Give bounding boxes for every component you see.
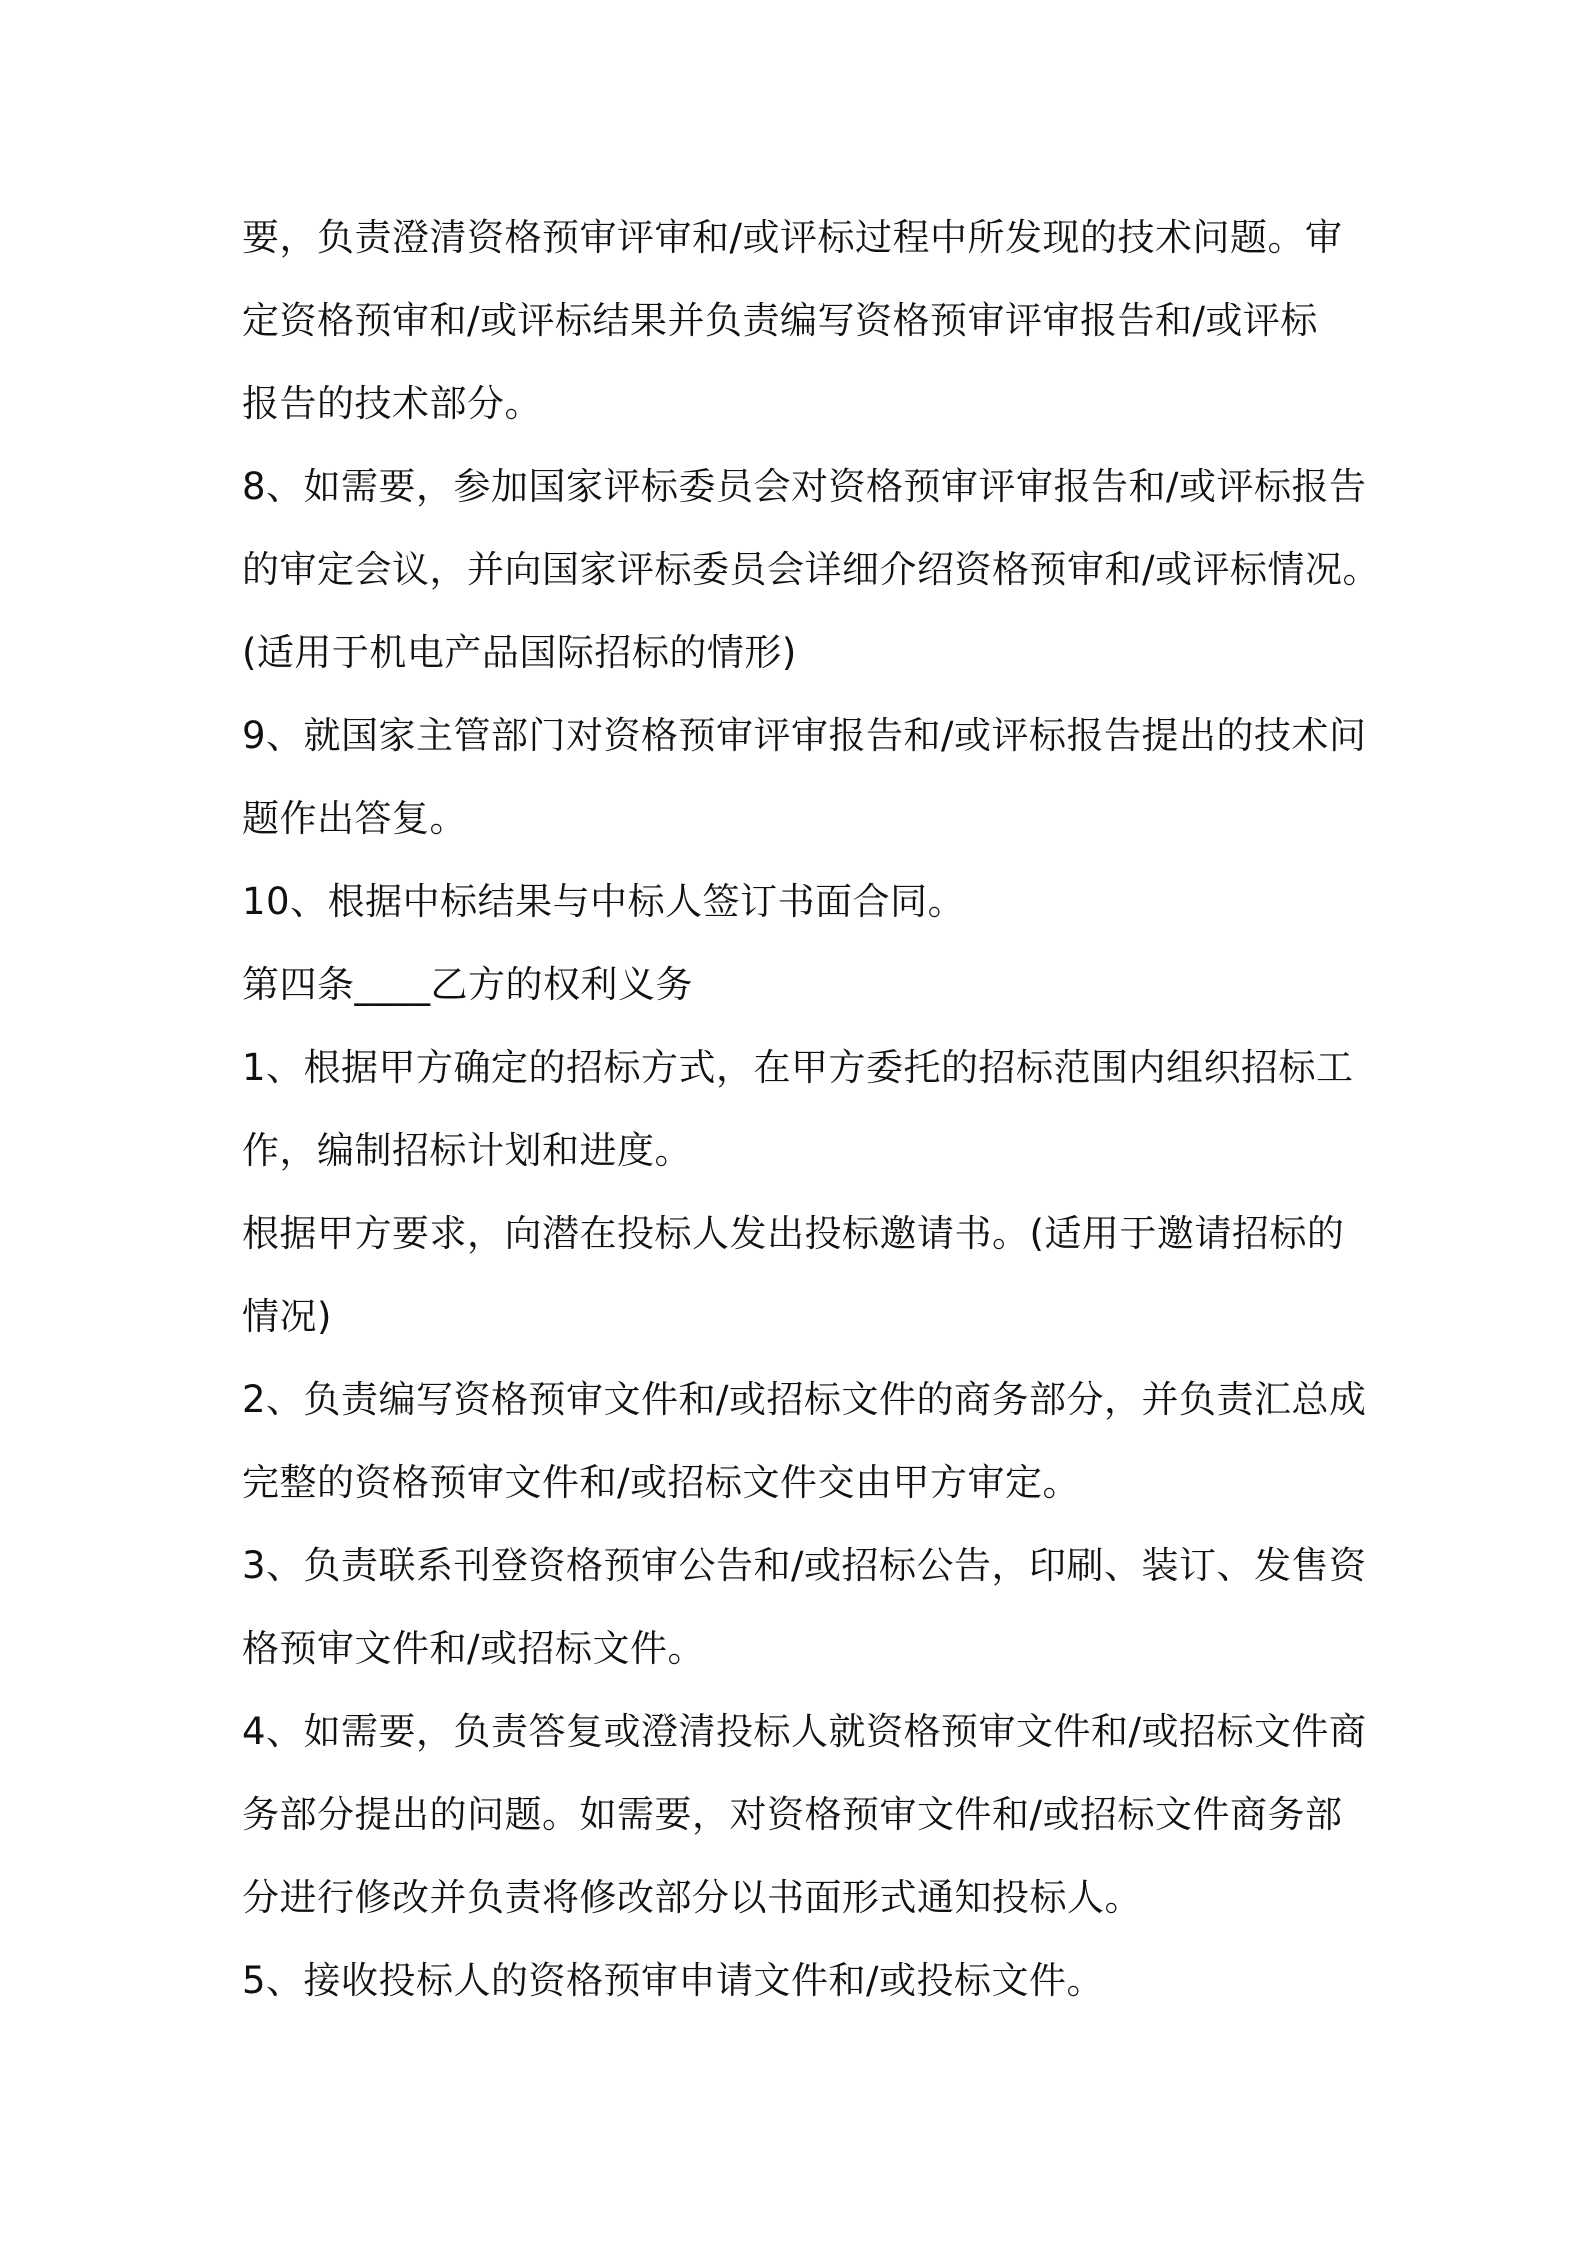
text-line: 根据甲方要求，向潜在投标人发出投标邀请书。(适用于邀请招标的 [242,1212,1345,1255]
text-line: 格预审文件和/或招标文件。 [242,1627,705,1670]
text-line: 完整的资格预审文件和/或招标文件交由甲方审定。 [242,1461,1080,1504]
text-line: 分进行修改并负责将修改部分以书面形式通知投标人。 [242,1876,1142,1919]
text-line: 作，编制招标计划和进度。 [242,1129,692,1172]
text-line: 情况) [242,1295,332,1338]
text-line: 报告的技术部分。 [242,382,542,425]
text-line: 3、负责联系刊登资格预审公告和/或招标公告，印刷、装订、发售资 [242,1544,1367,1587]
text-line: 的审定会议，并向国家评标委员会详细介绍资格预审和/或评标情况。 [242,548,1380,591]
section-heading: 第四条____乙方的权利义务 [242,963,693,1006]
text-line: 题作出答复。 [242,797,467,840]
text-line: 10、根据中标结果与中标人签订书面合同。 [242,880,966,923]
text-line: 9、就国家主管部门对资格预审评审报告和/或评标报告提出的技术问 [242,714,1367,757]
text-line: 1、根据甲方确定的招标方式，在甲方委托的招标范围内组织招标工 [242,1046,1354,1089]
text-line: 定资格预审和/或评标结果并负责编写资格预审评审报告和/或评标 [242,299,1318,342]
text-line: (适用于机电产品国际招标的情形) [242,631,797,674]
text-line: 务部分提出的问题。如需要，对资格预审文件和/或招标文件商务部 [242,1793,1343,1836]
text-line: 4、如需要，负责答复或澄清投标人就资格预审文件和/或招标文件商 [242,1710,1367,1753]
text-line: 2、负责编写资格预审文件和/或招标文件的商务部分，并负责汇总成 [242,1378,1367,1421]
document-body [242,196,1380,2022]
text-line: 8、如需要，参加国家评标委员会对资格预审评审报告和/或评标报告 [242,465,1367,508]
text-line: 要，负责澄清资格预审评审和/或评标过程中所发现的技术问题。审 [242,216,1343,259]
text-line: 5、接收投标人的资格预审申请文件和/或投标文件。 [242,1959,1105,2002]
